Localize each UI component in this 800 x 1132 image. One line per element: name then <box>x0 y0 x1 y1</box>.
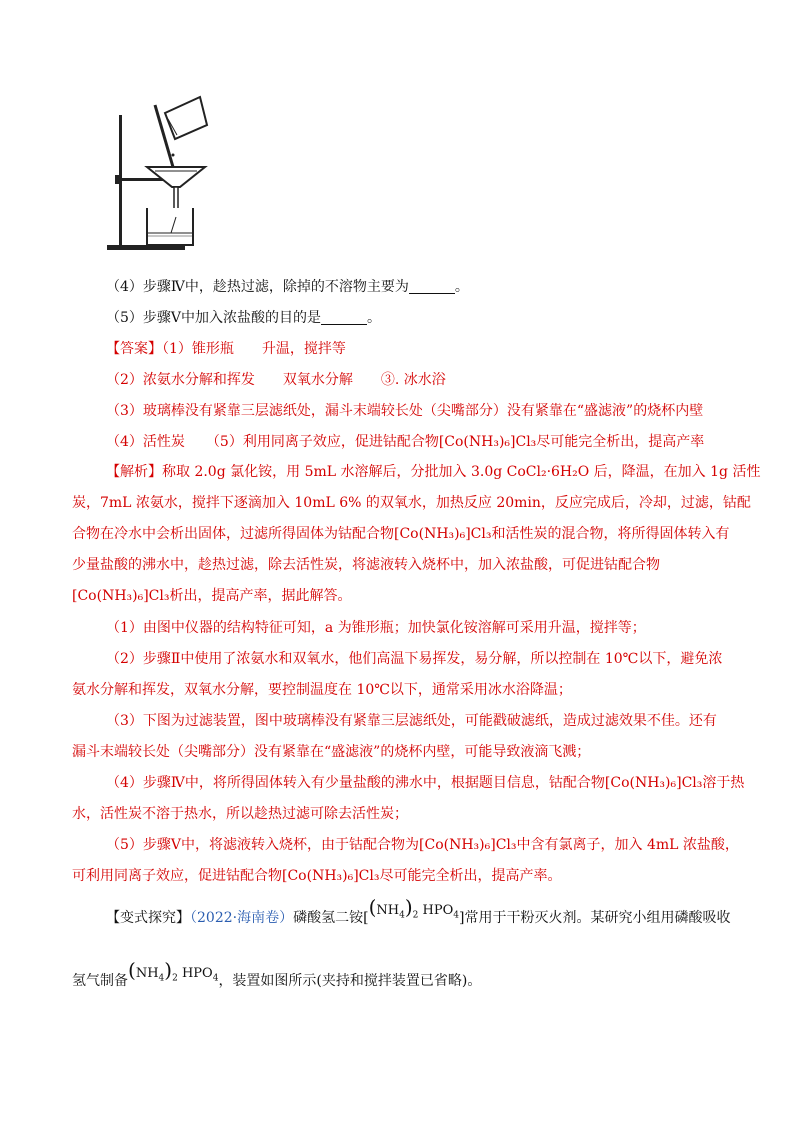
answer-line-4: （4）活性炭 （5）利用同离子效应，促进钴配合物[Co(NH₃)₆]Cl₃尽可能完全析出，提高产率 <box>106 434 705 450</box>
filtration-apparatus-figure <box>105 95 235 255</box>
variant-label: 【变式探究】 <box>106 910 190 926</box>
question-4-text: （4）步骤Ⅳ中，趁热过滤，除掉的不溶物主要为 <box>106 279 409 295</box>
analysis-line-2: 炭，7mL 浓氨水，搅拌下逐滴加入 10mL 6% 的双氧水，加热反应 20min，反应完成后，冷却，过滤，钴配 <box>72 495 751 511</box>
variant-text-1: 磷酸氢二铵[ <box>293 910 369 926</box>
question-4-end: 。 <box>454 279 469 295</box>
chemical-formula: $(NH_4)_2$ $HPO_4$ <box>128 958 219 984</box>
analysis-text: 称取 2.0g 氯化铵，用 5mL 水溶解后，分批加入 3.0g CoCl₂·6H₂O 后，降温，在加入 1g 活性 <box>162 464 761 480</box>
analysis-line-1 <box>72 462 766 482</box>
analysis-line-5: [Co(NH₃)₆]Cl₃析出，提高产率，据此解答。 <box>72 588 352 604</box>
analysis-line-3: 合物在冷水中会析出固体，过滤所得固体为钴配合物[Co(NH₃)₆]Cl₃和活性炭的混合物，将所得固体转入有 <box>72 526 730 542</box>
source-tag: （2022·海南卷） <box>190 910 294 926</box>
analysis-point-2-line-2: 氨水分解和挥发，双氧水分解，要控制温度在 10℃以下，通常采用冰水浴降温； <box>72 682 572 698</box>
analysis-point-4-line-2: 水，活性炭不溶于热水，所以趁热过滤可除去活性炭； <box>72 806 408 822</box>
answer-label: 【答案】 <box>106 341 162 357</box>
analysis-point-5-line-2: 可利用同离子效应，促进钴配合物[Co(NH₃)₆]Cl₃尽可能完全析出，提高产率。 <box>72 868 562 884</box>
analysis-point-3-line-2: 漏斗末端较长处（尖嘴部分）没有紧靠在“盛滤液”的烧杯内壁，可能导致液滴飞溅； <box>72 744 591 760</box>
answer-blank <box>321 310 367 325</box>
analysis-line-4: 少量盐酸的沸水中，趁热过滤，除去活性炭，将滤液转入烧杯中，加入浓盐酸，可促进钴配合物 <box>72 557 660 573</box>
answer-line-2: （2）浓氨水分解和挥发 双氧水分解 ③. 冰水浴 <box>106 372 446 388</box>
answer-blank <box>409 279 455 294</box>
chemical-formula: $(NH_4)_2$ $HPO_4$ <box>368 895 459 921</box>
variant-question-line-1 <box>72 895 766 934</box>
analysis-point-1: （1）由图中仪器的结构特征可知，a 为锥形瓶；加快氯化铵溶解可采用升温，搅拌等； <box>106 620 646 636</box>
analysis-point-5-line-1: （5）步骤Ⅴ中，将滤液转入烧杯，由于钴配合物为[Co(NH₃)₆]Cl₃中含有氯离子，加入 4mL 浓盐酸， <box>106 837 739 853</box>
answer-line-1 <box>72 339 766 359</box>
analysis-point-3-line-1: （3）下图为过滤装置，图中玻璃棒没有紧靠三层滤纸处，可能戳破滤纸，造成过滤效果不佳。还有 <box>106 713 717 729</box>
analysis-point-2-line-1: （2）步骤Ⅱ中使用了浓氨水和双氧水，他们高温下易挥发，易分解，所以控制在 10℃以下，避免浓 <box>106 651 723 667</box>
variant-text-4: ，装置如图所示(夹持和搅拌装置已省略)。 <box>218 973 482 989</box>
variant-question-line-2 <box>72 958 732 997</box>
analysis-point-4-line-1: （4）步骤Ⅳ中，将所得固体转入有少量盐酸的沸水中，根据题目信息，钴配合物[Co(NH₃)₆]Cl₃溶于热 <box>106 775 745 791</box>
question-4 <box>72 277 766 297</box>
answer-line-3: （3）玻璃棒没有紧靠三层滤纸处，漏斗末端较长处（尖嘴部分）没有紧靠在“盛滤液”的烧杯内壁 <box>106 403 704 419</box>
question-5 <box>72 308 766 328</box>
variant-text-2: ]常用于干粉灭火剂。某研究小组用磷酸吸收 <box>459 910 731 926</box>
variant-text-3: 氢气制备 <box>72 973 128 989</box>
question-5-text: （5）步骤Ⅴ中加入浓盐酸的目的是 <box>106 310 322 326</box>
answer-text-1: （1）锥形瓶 升温，搅拌等 <box>162 341 346 357</box>
analysis-label: 【解析】 <box>106 464 162 480</box>
question-5-end: 。 <box>367 310 382 326</box>
